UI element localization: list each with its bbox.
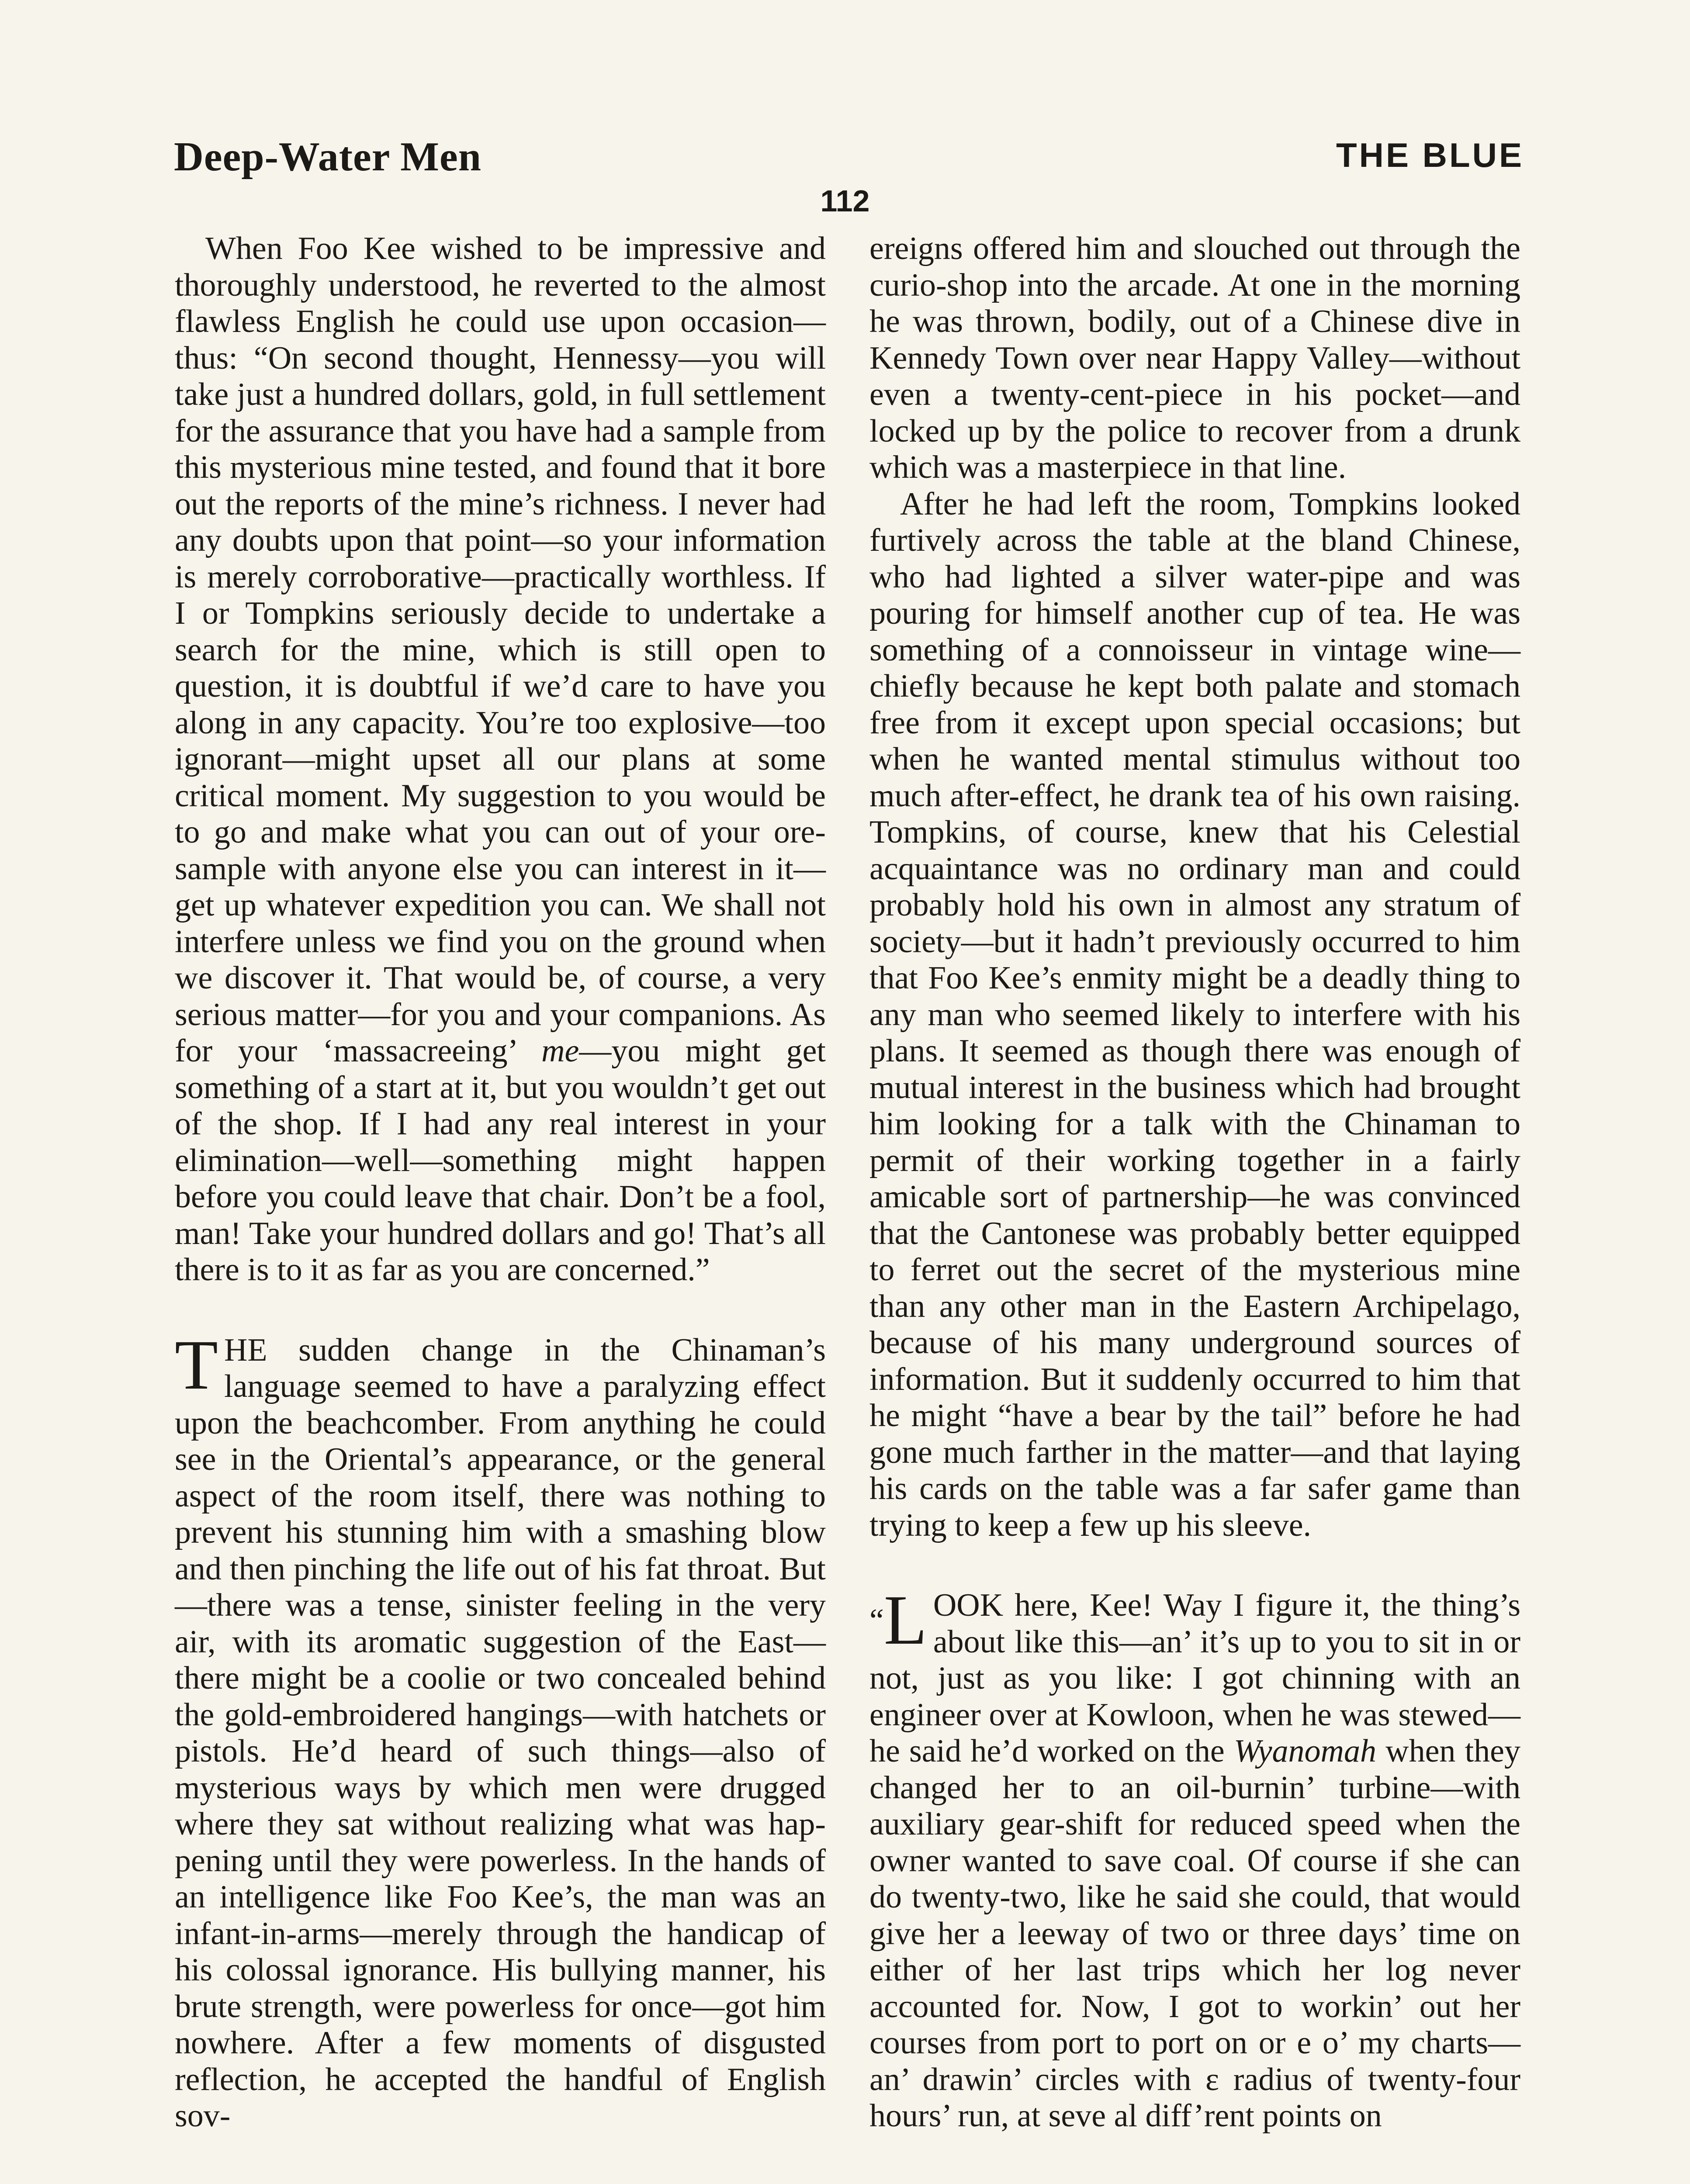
drop-cap [869,1581,927,1659]
running-title: Deep-Water Men [174,134,481,180]
paragraph-text: When Foo Kee wished to be impressive and thoroughly understood, he reverted to the almost flawless English he could use upon occasion—thus: “On second thought, Hennessy—you will take just a hundred dollars, gold, in full settlement for the assurance that you have had a sample from this mysterious mine tested, and found that it bore out the reports of the mine’s richness. I never had any doubts upon that point—so your information is merely corroborative—practically worthless. If I or Tompkins seriously decide to undertake a search for the mine, which is still open to question, it is doubtful if we’d care to have you along in any capacity. You’re too explosive—too ignorant—might upset all our plans at some critical moment. My suggestion to you would be to go and make what you can out of your ore-sample with anyone else you can interest in it—get up whatever expedition you can. We shall not interfere unless we find you on the ground when we discover it. That would be, of course, a very serious matter—for you and your companions. As for your ‘massacreeing’ [175,231,826,1069]
paragraph-text: —you might get something of a start at it, but you wouldn’t get out of the shop. If I had any real interest in your elimination—well—something might happen before you could leave that chair. Don’t be a fool, man! Take your hundred dollars and go! That’s all there is to it as far as you are concerned.” [175,1033,826,1288]
magazine-title: THE BLUE [1336,136,1524,174]
small-caps: HE [224,1332,267,1368]
paragraph-text: After he had left the room, Tompkins looked furtively across the table at the bland Chinese, who had lighted a silver water-pipe and was pouring for himself another cup of tea. He was something of a connoisseur in vintage wine—chiefly because he kept both palate and stomach free from it except upon special occasions; but when he wanted mental stimulus without too much after-effect, he drank tea of his own raising. Tompkins, of course, knew that his Celestial acquaintance was no ordinary man and could probably hold his own in almost any stratum of society—but it hadn’t previously occurred to him that Foo Kee’s enmity might be a deadly thing to any man who seemed likely to interfere with his plans. It seemed as though there was enough of mutual interest in the business which had brought him looking for a talk with the Chinaman to permit of their working together in a fairly amicable sort of partnership—he was convinced that the Cantonese was probably better equipped to ferret out the secret of the mysterious mine than any other man in the Eastern Archipelago, because of his many underground sources of information. But it suddenly occurred to him that he might “have a bear by the tail” before he had gone much farther in the matter—and that laying his cards on the table was a far safer game than trying to keep a few up his sleeve. [869,486,1520,1543]
paragraph-text: here, Kee! Way I figure it, the thing’s about like this—an’ it’s up to you to sit in or not, just as you like: I got chinning with an engineer over at Kowloon, when he was stewed—he said he’d worked on the [869,1587,1520,1769]
italic-word: me [541,1033,579,1069]
section-break [175,1289,826,1332]
paragraph [869,231,1520,486]
right-column [869,231,1520,2135]
paragraph-text: sudden change in the Chinaman’s language seemed to have a paralyzing effect upon the beachcomber. From anything he could see in the Oriental’s appearance, or the general aspect of the room itself, there was nothing to prevent his stunning him with a smashing blow and then pinching the life out of his fat throat. But—there was a tense, sinister feeling in the very air, with its aromatic suggestion of the East—there might be a coolie or two concealed behind the gold-embroidered hangings—with hatchets or pistols. He’d heard of such things—also of mysterious ways by which men were drugged where they sat without realizing what was happening until they were powerless. In the hands of an intelligence like Foo Kee’s, the man was an infant-in-arms—merely through the handicap of his colossal ignorance. His bullying manner, his brute strength, were powerless for once—got him nowhere. After a few moments of disgusted reflection, he accepted the handful of English sov- [175,1332,826,2134]
page-number: 112 [820,184,870,218]
open-quote: “ [869,1603,884,1638]
paragraph-text: ereigns offered him and slouched out through the curio-shop into the arcade. At one in the morning he was thrown, bodily, out of a Chinese dive in Kennedy Town over near Happy Valley—without even a twenty-cent-piece in his pocket—and locked up by the police to recover from a drunk which was a masterpiece in that line. [869,231,1520,485]
section-break [869,1544,1520,1587]
drop-cap-letter: L [883,1581,927,1659]
italic-ship-name: Wyanomah [1233,1733,1376,1769]
paragraph [175,231,826,1289]
paragraph [175,1326,826,2135]
paragraph [869,486,1520,1544]
paragraph-text: when they changed her to an oil-burnin’ turbine—with auxiliary gear-shift for reduced speed when the owner wanted to save coal. Of course if she can do twenty-two, like he said she could, that would give her a leeway of two or three days’ time on either of her last trips which her log never accounted for. Now, I got to workin’ out her courses from port to port on or e o’ my charts—an’ drawin’ circles with ε radius of twenty-four hours’ run, at seve al diff’rent points on [869,1733,1520,2134]
left-column [175,231,826,2135]
drop-cap: T [175,1326,218,1404]
small-caps: OOK [933,1587,1004,1623]
paragraph [869,1581,1520,2135]
